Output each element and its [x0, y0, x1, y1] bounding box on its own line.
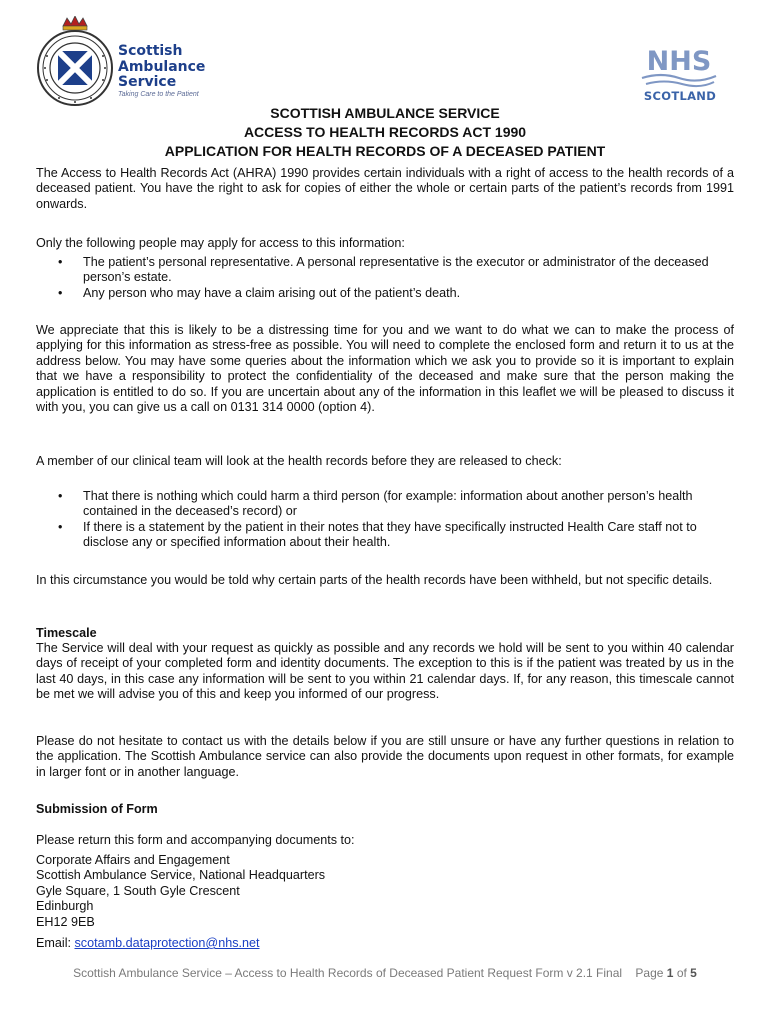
- contact-paragraph: [36, 734, 734, 780]
- address-line: Corporate Affairs and Engagement: [36, 853, 230, 867]
- intro-paragraph: [36, 166, 734, 212]
- address-line: Scottish Ambulance Service, National Headquarters: [36, 868, 326, 883]
- footer-page-word: Page: [635, 966, 664, 980]
- appreciate-text: We appreciate that this is likely to be a distressing time for you and we want to do what we can to make the process of applying for this information as stress-free as possible. You will need to complete the enclosed form and return it to us at the address below. You may have some queries about the information which we ask you to provide so it is important to explain that we have a responsibility to protect the confidentiality of the deceased and make sure that the person making the application is entitled to do so. If you are uncertain about any of the information in this leaflet we will be pleased to discuss it with you, you can give us a call on 0131 314 0000 (option 4).: [36, 323, 734, 415]
- sas-tagline: Taking Care to the Patient: [118, 91, 199, 98]
- list-item: • That there is nothing which could harm a third person (for example: information about another person’s health contained in the deceased’s record) or: [36, 489, 734, 520]
- sas-logo-text: [118, 44, 205, 91]
- intro-text: The Access to Health Records Act (AHRA) 1990 provides certain individuals with a right of access to the health records of a deceased patient. You have the right to ask for copies of either the whole or certain parts of the patient’s records from 1991 onwards.: [36, 166, 734, 211]
- address-line: EH12 9EB: [36, 914, 95, 929]
- submission-heading: Submission of Form: [36, 802, 158, 816]
- clinical-heading-text: A member of our clinical team will look at the health records before they are released to check:: [36, 454, 562, 468]
- clinical-heading: [36, 454, 734, 469]
- footer-page-current: 1: [666, 966, 674, 980]
- nhs-logo-letters: NHS: [646, 46, 712, 77]
- who-list: [36, 255, 734, 301]
- sas-logo-line-2: Ambulance: [118, 58, 206, 75]
- timescale-heading: Timescale: [36, 626, 97, 640]
- appreciate-paragraph: [36, 323, 734, 415]
- list-item: • If there is a statement by the patient in their notes that they have specifically instructed Health Care staff not to disclose any or specified information about their health.: [36, 520, 734, 551]
- return-line: Please return this form and accompanying documents to:: [36, 833, 355, 847]
- list-item: • The patient’s personal representative. A personal representative is the executor or administrator of the deceased person’s estate.: [36, 255, 734, 286]
- email-label: Email:: [36, 936, 75, 950]
- address-line: Edinburgh: [36, 899, 94, 914]
- who-heading: [36, 236, 734, 251]
- timescale-text: The Service will deal with your request as quickly as possible and any records we hold will be sent to you within 40 calendar days of receipt of your completed form and identity documents. The exception to this is if the patient was treated by us in the last 40 days, in this case any information will be sent to you within 21 calendar days. If, for any reason, this timescale cannot be met we will advise you of this and keep you informed of our progress.: [36, 641, 734, 702]
- page-footer: [0, 966, 770, 981]
- title-organisation: SCOTTISH AMBULANCE SERVICE: [270, 105, 500, 121]
- circumstance-paragraph: [36, 573, 734, 588]
- sas-logo-line-3: Service: [118, 74, 177, 90]
- postal-address: [36, 853, 734, 930]
- nhs-scotland-label: SCOTLAND: [643, 89, 717, 103]
- list-item: • Any person who may have a claim arising out of the patient’s death.: [36, 286, 734, 301]
- email-link[interactable]: scotamb.dataprotection@nhs.net: [74, 936, 260, 950]
- circumstance-text: In this circumstance you would be told why certain parts of the health records have been withheld, but not specific details.: [36, 573, 713, 587]
- timescale-paragraph: [36, 641, 734, 703]
- address-line: Gyle Square, 1 South Gyle Crescent: [36, 883, 240, 898]
- who-heading-text: Only the following people may apply for access to this information:: [36, 236, 405, 250]
- email-line: [36, 936, 734, 951]
- footer-page-total: 5: [690, 966, 697, 980]
- clinical-list: [36, 489, 734, 551]
- contact-text: Please do not hesitate to contact us with the details below if you are still unsure or have any further questions in relation to the application. The Scottish Ambulance service can also provide the documents upon request in other formats, for example in larger font or in another language.: [36, 734, 734, 779]
- title-application: APPLICATION FOR HEALTH RECORDS OF A DECEASED PATIENT: [164, 143, 606, 159]
- title-act: ACCESS TO HEALTH RECORDS ACT 1990: [243, 124, 527, 140]
- sas-logo-line-1: Scottish: [118, 43, 183, 59]
- footer-page-of: of: [676, 966, 687, 980]
- footer-text: Scottish Ambulance Service – Access to Health Records of Deceased Patient Request Form v 2.1 Final: [73, 966, 623, 980]
